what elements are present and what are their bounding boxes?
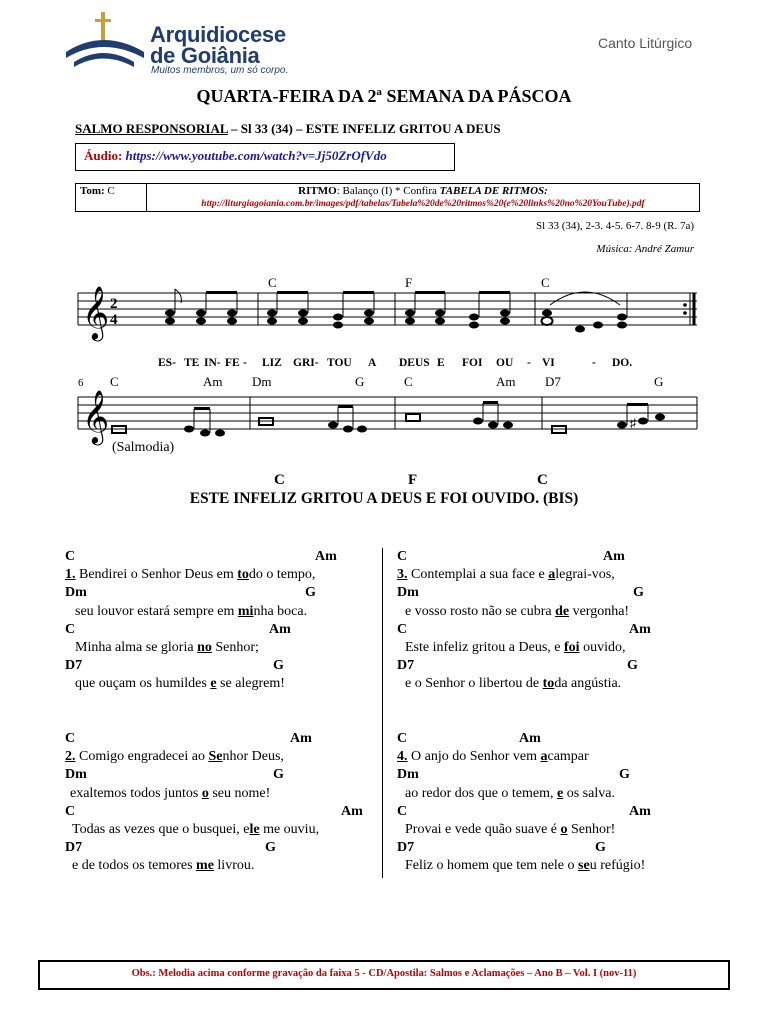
svg-text:VI: VI (542, 357, 555, 369)
svg-text:-: - (592, 357, 596, 369)
svg-text:G: G (654, 374, 664, 389)
stanza-2: C Am 2. Comigo engradecei ao Senhor Deus, Dm G exaltemos todos juntos o seu nome! C Am Todas as vezes que o busquei, ele me ouviu, D7 G e de todos os temores me livrou. (65, 731, 363, 874)
svg-text:FOI: FOI (462, 357, 483, 369)
org-name-line1: Arquidiocese (150, 22, 286, 47)
org-name-line2: de Goiânia (150, 43, 260, 68)
score-chord: F (405, 275, 413, 290)
ritmo-link[interactable]: http://liturgiagoiania.com.br/images/pdf/tabelas/Tabela%20de%20ritmos%20(e%20links%20no%20YouTube).pdf (201, 199, 645, 209)
time-sig-bottom: 4 (110, 312, 118, 328)
tom-cell (76, 184, 147, 212)
staff2-notes (112, 401, 665, 437)
svg-text:Dm: Dm (252, 374, 272, 389)
svg-text:C: C (404, 374, 413, 389)
cathedral-logo-icon (62, 12, 152, 74)
stanza-3: C Am 3. Contemplai a sua face e alegrai-vos, Dm G e vosso rosto não se cubra de vergonha! C Am Este infeliz gritou a Deus, e foi ouvido, D7 G e o Senhor o libertou de toda angústia. (397, 549, 651, 692)
svg-text:DO.: DO. (612, 357, 633, 369)
svg-text:♯: ♯ (630, 416, 636, 430)
audio-box (75, 143, 455, 171)
salmo-label: SALMO RESPONSORIAL (75, 121, 228, 136)
audio-label: Áudio: (84, 148, 123, 163)
salmo-heading (75, 121, 501, 137)
treble-clef-icon: 𝄞 (82, 391, 110, 442)
time-sig-top: 2 (110, 296, 118, 312)
svg-text:Am: Am (203, 374, 223, 389)
score-lyrics (158, 357, 632, 369)
footer-note: Obs.: Melodia acima conforme gravação da faixa 5 - CD/Apostila: Salmos e Aclamações – Ano B – Vol. I (nov-11) (38, 960, 730, 990)
svg-text:ES-: ES- (158, 357, 176, 369)
org-tagline: Muitos membros, um só corpo. (151, 65, 289, 76)
refrain-text: ESTE INFELIZ GRITOU A DEUS E FOI OUVIDO. (BIS) (189, 490, 579, 507)
svg-text:TE: TE (184, 357, 200, 369)
stanza-4: C Am 4. O anjo do Senhor vem acampar Dm G ao redor dos que o temem, e os salva. C Am Provai e vede quão suave é o Senhor! D7 G Feliz o homem que tem nele o seu refúgio! (397, 731, 651, 874)
svg-text:D7: D7 (545, 374, 561, 389)
svg-text:Am: Am (496, 374, 516, 389)
treble-clef-icon: 𝄞 (82, 287, 110, 338)
svg-text:A: A (368, 357, 377, 369)
svg-text:E: E (437, 357, 445, 369)
svg-text:-: - (243, 357, 247, 369)
svg-text:GRI-: GRI- (293, 357, 319, 369)
section-label: Canto Litúrgico (598, 35, 693, 51)
salmodia-label: (Salmodia) (112, 440, 175, 455)
music-score (0, 265, 768, 460)
salmo-ref: – Sl 33 (34) – ESTE INFELIZ GRITOU A DEUS (227, 121, 501, 136)
svg-text:-: - (527, 357, 531, 369)
column-divider (382, 548, 383, 878)
refrain-chord: C (537, 472, 548, 488)
verses-ref: Sl 33 (34), 2-3. 4-5. 6-7. 8-9 (R. 7a) (536, 220, 694, 232)
ritmo-cell (147, 184, 700, 212)
svg-text:DEUS: DEUS (399, 357, 430, 369)
score-chord: C (268, 275, 277, 290)
staff1-notes (165, 289, 627, 333)
ritmo-label: RITMO (298, 185, 337, 197)
tom-value: C (107, 185, 115, 197)
svg-text:C: C (110, 374, 119, 389)
refrain-chord: C (274, 472, 285, 488)
svg-text:FE: FE (225, 357, 240, 369)
stanza-1: C Am 1. Bendirei o Senhor Deus em todo o tempo, Dm G seu louvor estará sempre em minha boca. C Am Minha alma se gloria no Senhor; D7 G que ouçam os humildes e se alegrem! (65, 549, 337, 692)
svg-text:OU: OU (496, 357, 514, 369)
audio-link[interactable]: https://www.youtube.com/watch?v=Jj50ZrOfVdo (125, 148, 387, 163)
logo (62, 12, 152, 74)
ritmo-table (75, 183, 700, 212)
page-title: QUARTA-FEIRA DA 2ª SEMANA DA PÁSCOA (196, 86, 572, 106)
ritmo-text: : Balanço (I) * Confira (336, 185, 440, 197)
tabela-label: TABELA DE RITMOS: (439, 185, 548, 197)
score-chord: C (541, 275, 550, 290)
measure-number: 6 (78, 377, 84, 389)
svg-text:IN-: IN- (204, 357, 221, 369)
refrain-chord: F (408, 472, 418, 488)
staff2-chords (110, 374, 663, 389)
tom-label: Tom: (80, 185, 105, 197)
svg-text:TOU: TOU (327, 357, 352, 369)
svg-text:G: G (355, 374, 365, 389)
svg-text:LIZ: LIZ (262, 357, 282, 369)
music-credit: Música: André Zamur (596, 243, 694, 255)
